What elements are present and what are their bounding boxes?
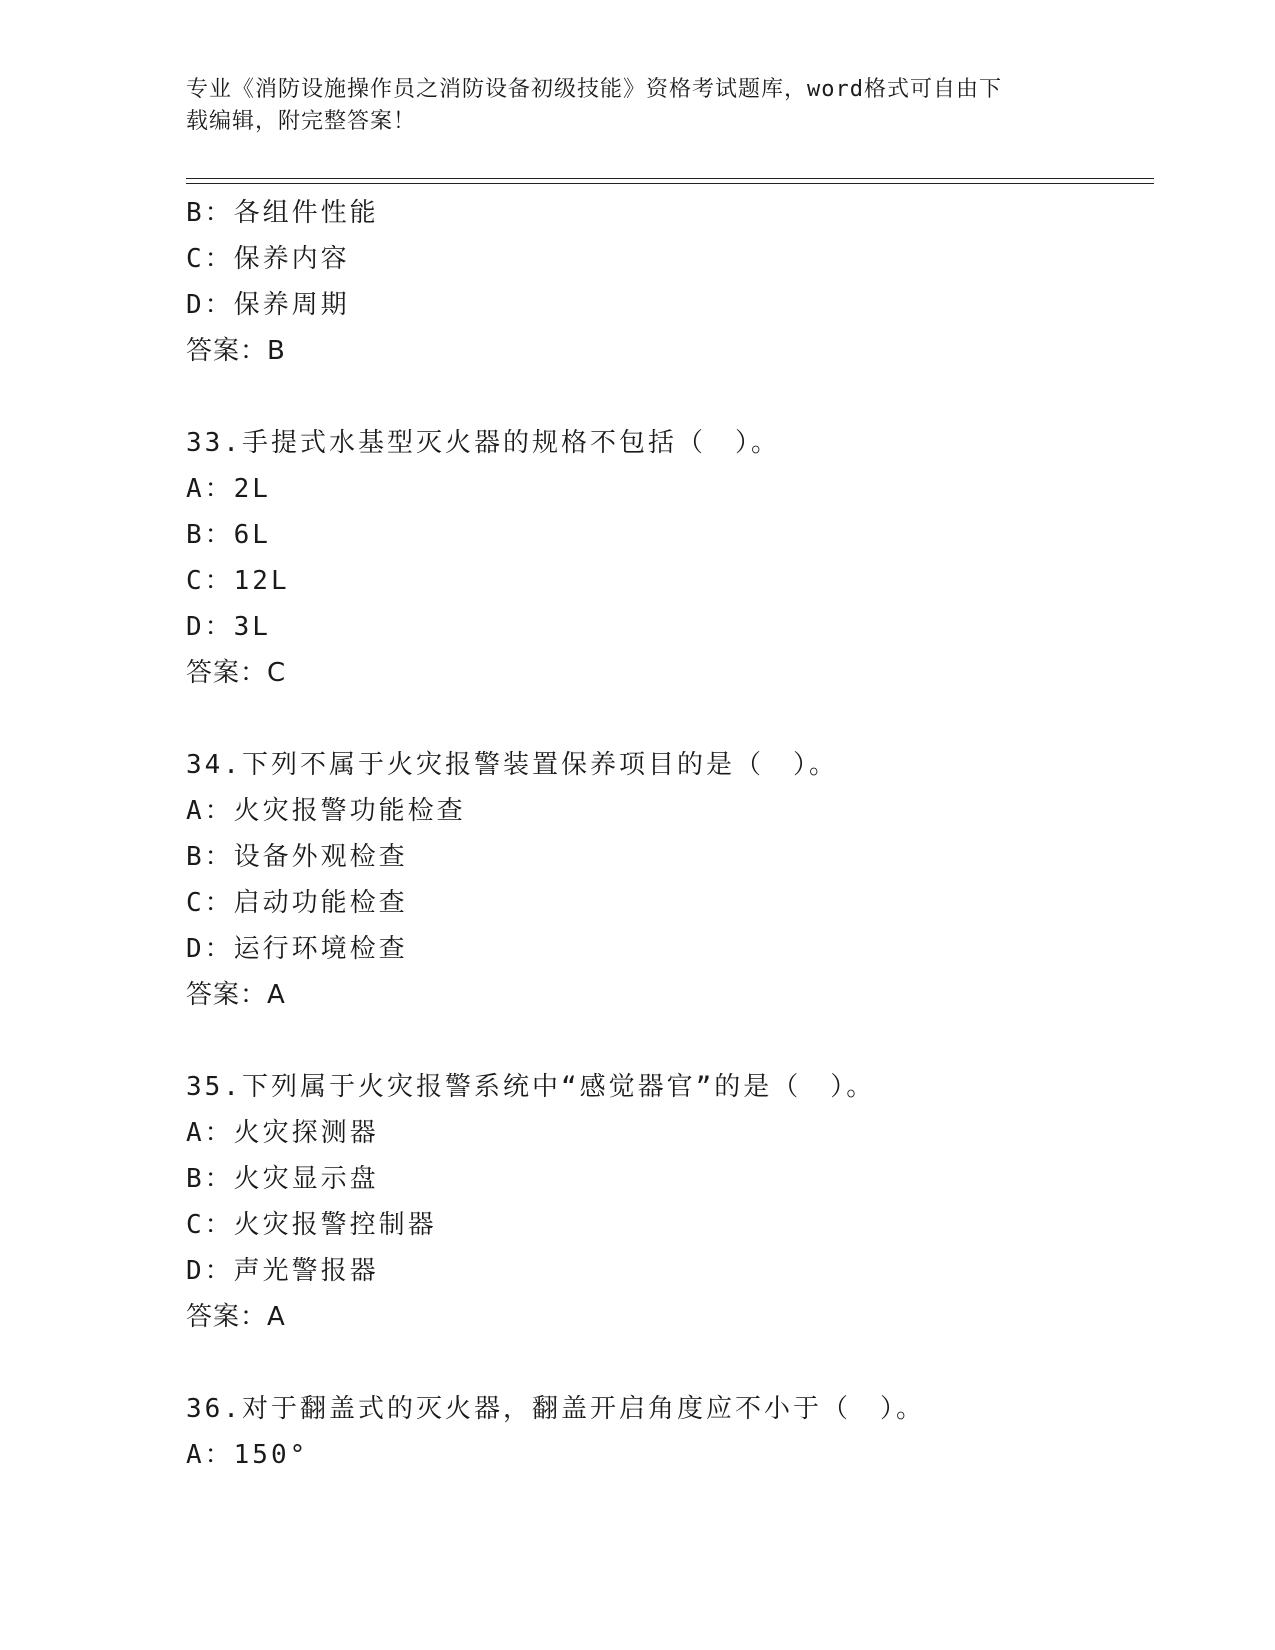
option-c: C：火灾报警控制器 bbox=[186, 1210, 437, 1240]
spacer bbox=[186, 1018, 1154, 1064]
header-line-2: 载编辑，附完整答案！ bbox=[186, 109, 417, 134]
header-line-1: 专业《消防设施操作员之消防设备初级技能》资格考试题库，word格式可自由下 bbox=[186, 77, 1002, 102]
spacer bbox=[186, 374, 1154, 420]
question-stem: 33.手提式水基型灭火器的规格不包括（ ）。 bbox=[186, 428, 780, 458]
header-divider-top bbox=[186, 178, 1154, 179]
spacer bbox=[186, 696, 1154, 742]
option-d: D：运行环境检查 bbox=[186, 934, 408, 964]
option-b: B：6L bbox=[186, 520, 271, 550]
spacer bbox=[186, 1340, 1154, 1386]
answer-line: 答案：C bbox=[186, 658, 287, 688]
header-divider-bottom bbox=[186, 183, 1154, 184]
answer-line: 答案：A bbox=[186, 980, 286, 1010]
question-list bbox=[186, 190, 1154, 1478]
question-35 bbox=[186, 1064, 1154, 1340]
question-stem: 35.下列属于火灾报警系统中“感觉器官”的是（ ）。 bbox=[186, 1072, 876, 1102]
option-c: C：12L bbox=[186, 566, 290, 596]
option-b: B：各组件性能 bbox=[186, 198, 379, 228]
option-a: A：2L bbox=[186, 474, 271, 504]
answer-line: 答案：B bbox=[186, 336, 286, 366]
carry-over-question bbox=[186, 190, 1154, 374]
answer-line: 答案：A bbox=[186, 1302, 286, 1332]
option-c: C：保养内容 bbox=[186, 244, 350, 274]
document-header bbox=[186, 74, 1066, 138]
option-d: D：3L bbox=[186, 612, 271, 642]
option-d: D：保养周期 bbox=[186, 290, 350, 320]
option-d: D：声光警报器 bbox=[186, 1256, 379, 1286]
option-a: A：150° bbox=[186, 1440, 309, 1470]
question-stem: 34.下列不属于火灾报警装置保养项目的是（ ）。 bbox=[186, 750, 838, 780]
question-34 bbox=[186, 742, 1154, 1018]
option-b: B：火灾显示盘 bbox=[186, 1164, 379, 1194]
question-33 bbox=[186, 420, 1154, 696]
option-c: C：启动功能检查 bbox=[186, 888, 408, 918]
option-a: A：火灾报警功能检查 bbox=[186, 796, 466, 826]
question-stem: 36.对于翻盖式的灭火器，翻盖开启角度应不小于（ ）。 bbox=[186, 1394, 925, 1424]
question-36 bbox=[186, 1386, 1154, 1478]
option-b: B：设备外观检查 bbox=[186, 842, 408, 872]
option-a: A：火灾探测器 bbox=[186, 1118, 379, 1148]
